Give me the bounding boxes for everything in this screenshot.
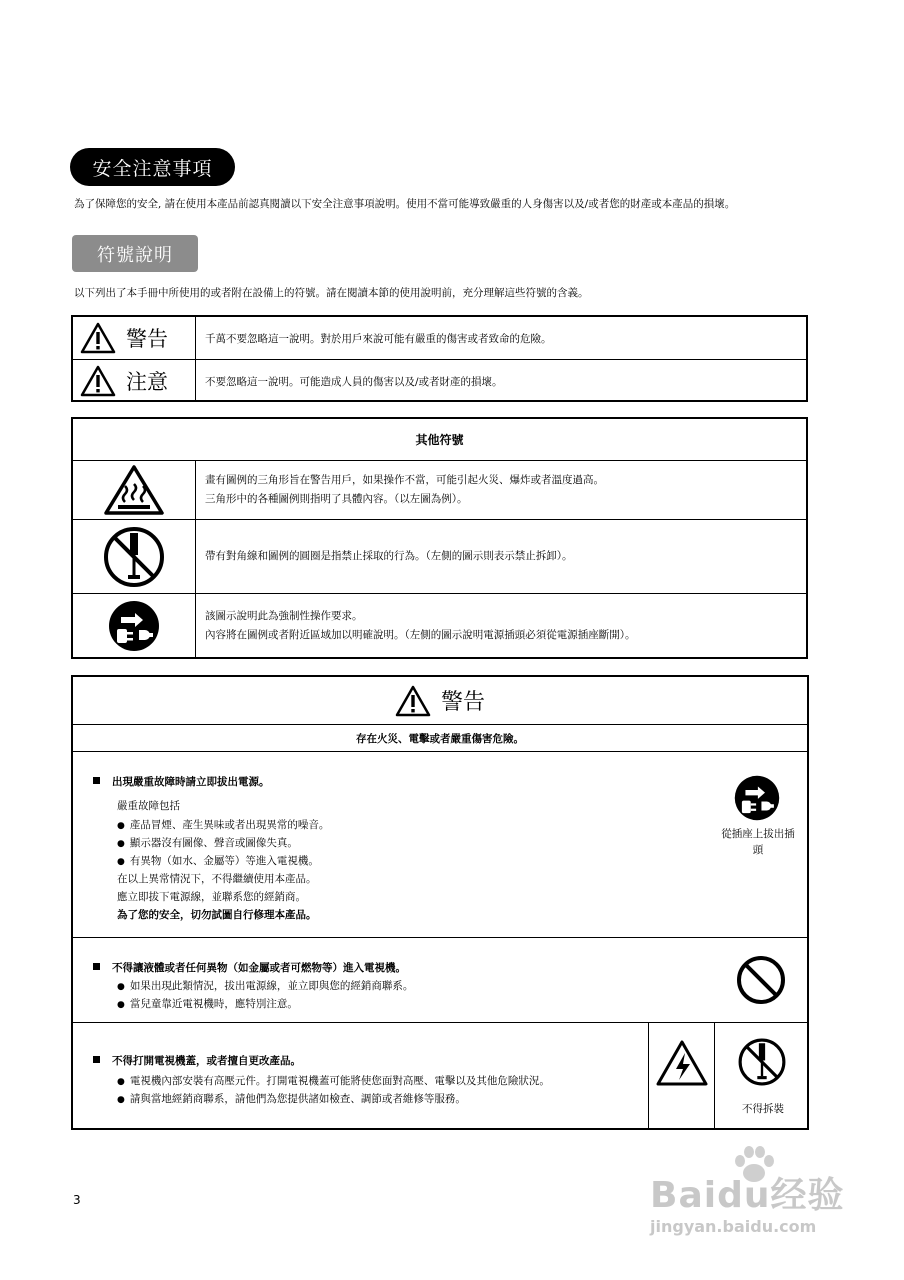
symbols-heading: 符號說明 — [72, 235, 198, 272]
intro-text: 為了保障您的安全, 請在使用本產品前認真閱讀以下安全注意事項說明。使用不當可能導致嚴重的人身傷害以及/或者您的財產或本產品的損壞。 — [74, 198, 736, 210]
no-disassembly-icon — [102, 525, 166, 589]
symbols-intro: 以下列出了本手冊中所使用的或者附在設備上的符號。請在閱讀本節的使用說明前，充分理解這些符號的含義。 — [74, 287, 589, 299]
section-line: 嚴重故障包括 — [117, 800, 180, 812]
caution-triangle-icon — [80, 365, 116, 397]
symbol-row — [73, 594, 806, 657]
symbol-desc-line: 三角形中的各種圖例則指明了具體內容。（以左圖為例）。 — [205, 493, 468, 505]
no-disassembly-icon — [737, 1037, 787, 1087]
section-heading: 不得讓液體或者任何異物（如金屬或者可燃物等）進入電視機。 — [93, 960, 406, 975]
warning-triangle-icon — [395, 685, 431, 717]
warning-header — [73, 677, 807, 725]
prohibited-icon — [736, 955, 786, 1005]
warning-box — [71, 675, 809, 1130]
hot-surface-triangle-icon — [103, 464, 165, 516]
signal-desc: 千萬不要忽略這一說明。對於用戶來說可能有嚴重的傷害或者致命的危險。 — [205, 332, 552, 345]
symbol-desc-line: 內容將在圖例或者附近區域加以明確說明。（左側的圖示說明電源插頭必須從電源插座斷開）。 — [205, 628, 636, 641]
section-bullet: ● 有異物（如水、金屬等）等進入電視機。 — [117, 853, 319, 868]
page-number: 3 — [73, 1193, 81, 1207]
section-bullet: ● 請與當地經銷商聯系，請他們為您提供諸如檢查、調節或者維修等服務。 — [117, 1091, 466, 1106]
watermark-brand: Baidu经验 — [650, 1175, 845, 1216]
warning-section-liquids — [73, 938, 807, 1023]
section-heading: 不得打開電視機蓋，或者擅自更改產品。 — [93, 1053, 301, 1068]
watermark — [640, 1145, 870, 1245]
column-divider — [648, 1023, 649, 1128]
symbol-desc-line: 該圖示說明此為強制性操作要求。 — [205, 609, 363, 622]
symbol-row — [73, 520, 806, 594]
electric-shock-triangle-icon — [655, 1039, 709, 1087]
section-bullet: ● 當兒童靠近電視機時，應特別注意。 — [117, 996, 298, 1011]
signal-row-caution — [73, 359, 806, 402]
unplug-icon-label: 從插座上拔出插 頭 — [721, 828, 795, 856]
warning-triangle-icon — [80, 322, 116, 354]
other-symbols-heading: 其他符號 — [73, 419, 806, 461]
section-bullet: ● 電視機內部安裝有高壓元件。打開電視機蓋可能將使您面對高壓、電擊以及其他危險狀況。 — [117, 1073, 550, 1088]
symbol-row — [73, 461, 806, 520]
section-line: 在以上異常情況下，不得繼續使用本產品。 — [117, 873, 317, 885]
signal-word: 警告 — [126, 327, 168, 351]
symbol-desc-line: 畫有圖例的三角形旨在警告用戶，如果操作不當，可能引起火災、爆炸或者溫度過高。 — [205, 474, 604, 486]
no-disassembly-label: 不得拆裝 — [742, 1103, 784, 1115]
symbol-desc-line: 帶有對角線和圖例的圓圈是指禁止採取的行為。（左側的圖示則表示禁止拆卸）。 — [205, 550, 573, 562]
signal-words-table — [71, 315, 808, 402]
column-divider — [714, 1023, 715, 1128]
unplug-icon — [733, 774, 781, 822]
other-symbols-table — [71, 417, 808, 659]
page-title: 安全注意事項 — [70, 148, 235, 186]
watermark-url: jingyan.baidu.com — [650, 1217, 817, 1236]
unplug-icon — [107, 599, 161, 653]
section-bullet: ● 產品冒煙、產生異味或者出現異常的噪音。 — [117, 817, 329, 832]
warning-subtitle: 存在火災、電擊或者嚴重傷害危險。 — [73, 725, 807, 752]
section-heading: 出現嚴重故障時請立即拔出電源。 — [93, 774, 270, 789]
section-bullet: ● 顯示器沒有圖像、聲音或圖像失真。 — [117, 835, 298, 850]
warning-title: 警告 — [440, 690, 485, 715]
signal-word: 注意 — [126, 370, 168, 394]
section-bold-line: 為了您的安全，切勿試圖自行修理本產品。 — [117, 909, 317, 921]
warning-section-unplug — [73, 752, 807, 938]
signal-row-warning — [73, 317, 806, 359]
section-line: 應立即拔下電源線，並聯系您的經銷商。 — [117, 891, 306, 903]
warning-section-cover — [73, 1023, 807, 1128]
signal-desc: 不要忽略這一說明。可能造成人員的傷害以及/或者財產的損壞。 — [205, 375, 503, 388]
section-bullet: ● 如果出現此類情況，拔出電源線，並立即與您的經銷商聯系。 — [117, 978, 413, 993]
